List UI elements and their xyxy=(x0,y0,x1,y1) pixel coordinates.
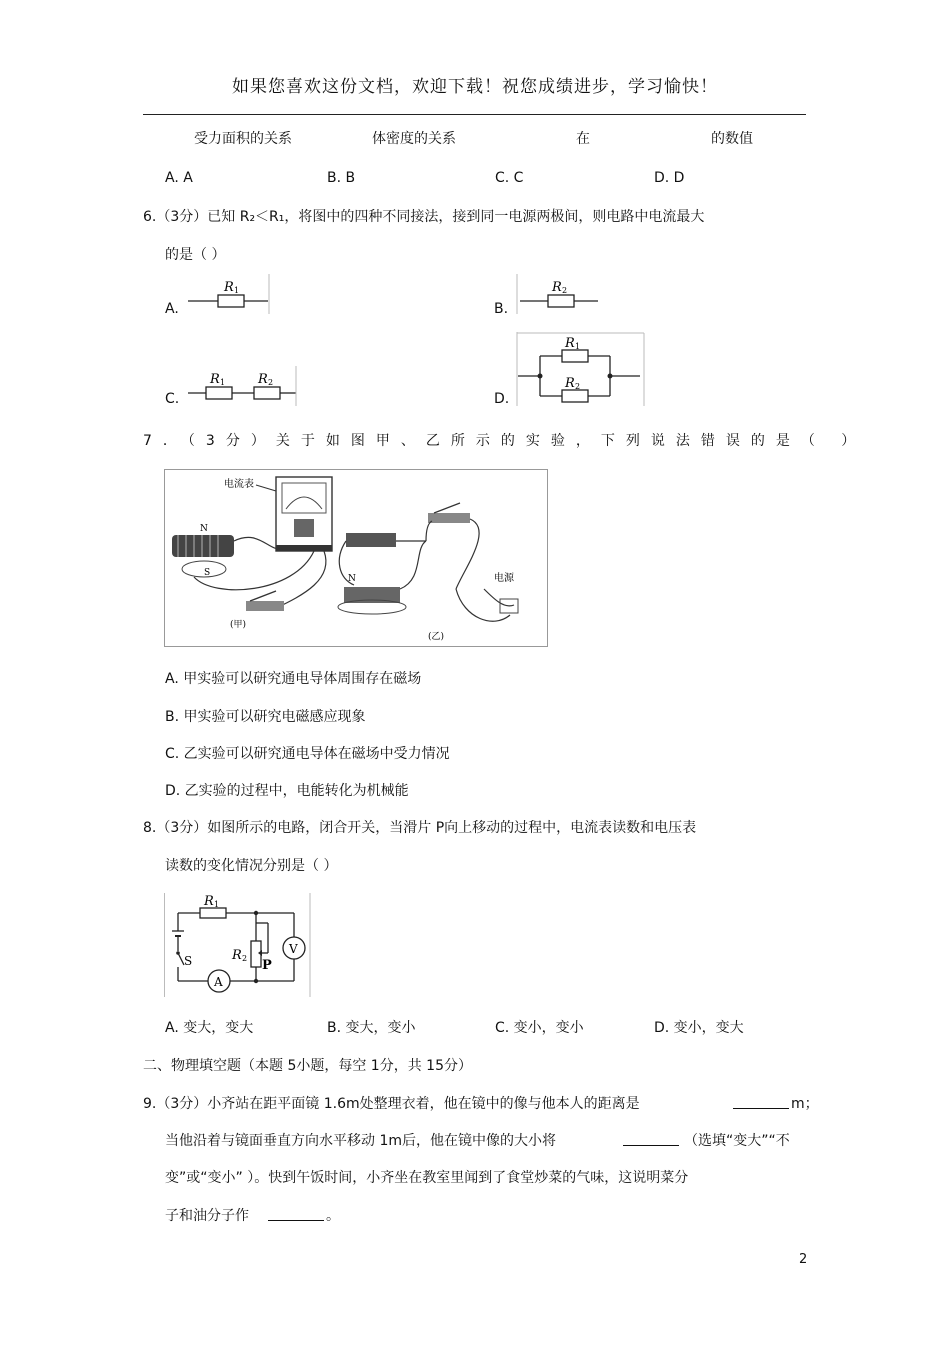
rheostat-r2-label: R xyxy=(232,948,242,963)
figure-caption-jia: (甲) xyxy=(230,620,247,630)
resistor-label: R xyxy=(210,372,220,387)
q8-option-a: A. 变大，变大 xyxy=(165,1020,254,1036)
q9-line2-hint: （选填“变大”“不 xyxy=(684,1133,790,1149)
ammeter-label: 电流表 xyxy=(224,479,254,490)
slider-p-label: P xyxy=(262,958,272,973)
q9-line3-text: 变”或“变小” ）。快到午饭时间，小齐坐在教室里闻到了食堂炒菜的气味，这说明菜分 xyxy=(165,1170,689,1186)
figure-caption-yi: (乙) xyxy=(428,632,445,642)
resistor-subscript: 2 xyxy=(268,378,274,387)
q5-option-a: A. A xyxy=(165,170,193,186)
q6-circuit-b xyxy=(516,274,600,314)
q7-stem: 7．（3分）关于如图甲、乙所示的实验，下列说法错误的是（ ） xyxy=(143,433,867,449)
resistor-r1-label: R xyxy=(204,894,214,909)
table-cell-3: 在 xyxy=(576,131,590,147)
resistor-label: R xyxy=(552,280,562,295)
q8-option-b: B. 变大，变小 xyxy=(327,1020,416,1036)
resistor-subscript: 1 xyxy=(220,378,226,387)
q6-option-d-label: D. xyxy=(494,391,510,407)
q9-line2-text: 当他沿着与镜面垂直方向水平移动 1m后，他在镜中像的大小将 xyxy=(165,1133,556,1149)
table-cell-1: 受力面积的关系 xyxy=(194,131,292,147)
q6-option-c-label: C. xyxy=(165,391,180,407)
q9-line4-end: 。 xyxy=(326,1208,340,1224)
q9-line4-text: 子和油分子作 xyxy=(165,1208,249,1224)
page-header: 如果您喜欢这份文档，欢迎下载！祝您成绩进步，学习愉快！ xyxy=(232,77,718,97)
q7-experiment-figure xyxy=(164,469,548,647)
ammeter-symbol: A xyxy=(214,975,223,989)
voltmeter-symbol: V xyxy=(289,942,298,956)
page-number: 2 xyxy=(799,1252,808,1267)
header-divider xyxy=(143,114,806,115)
rheostat-r2-subscript: 2 xyxy=(242,954,248,963)
q6-stem-line2: 的是（ ） xyxy=(165,247,226,263)
q6-stem-line1: 6.（3分）已知 R₂＜R₁，将图中的四种不同接法，接到同一电源两极间，则电路中电流最大 xyxy=(143,209,705,225)
switch-label: S xyxy=(184,954,193,968)
resistor-subscript: 1 xyxy=(575,342,581,351)
section-title: 二、物理填空题（本题 5小题，每空 1分，共 15分） xyxy=(143,1058,472,1074)
q6-option-b-label: B. xyxy=(494,301,509,317)
q9-line1-text: 9.（3分）小齐站在距平面镜 1.6m处整理衣着，他在镜中的像与他本人的距离是 xyxy=(143,1096,640,1112)
resistor-r1-subscript: 1 xyxy=(214,900,220,909)
q6-circuit-a xyxy=(188,274,272,314)
magnet-pole-n: N xyxy=(348,574,356,584)
q7-option-b: B. 甲实验可以研究电磁感应现象 xyxy=(165,709,366,725)
q9-blank-2[interactable] xyxy=(623,1131,679,1146)
q9-blank-3[interactable] xyxy=(268,1206,324,1221)
resistor-label: R xyxy=(224,280,234,295)
q5-option-c: C. C xyxy=(495,170,524,186)
resistor-label: R xyxy=(258,372,268,387)
magnet-pole-s: S xyxy=(204,568,211,578)
q7-option-a: A. 甲实验可以研究通电导体周围存在磁场 xyxy=(165,671,422,687)
resistor-label: R xyxy=(565,376,575,391)
resistor-subscript: 2 xyxy=(575,382,581,391)
resistor-label: R xyxy=(565,336,575,351)
q9-line1-unit: m； xyxy=(791,1096,819,1112)
magnet-pole-n: N xyxy=(200,524,208,534)
q5-option-b: B. B xyxy=(327,170,356,186)
q6-option-a-label: A. xyxy=(165,301,179,317)
q6-circuit-d xyxy=(516,332,646,406)
q8-stem-line1: 8.（3分）如图所示的电路，闭合开关，当滑片 P向上移动的过程中，电流表读数和电压表 xyxy=(143,820,697,836)
resistor-subscript: 2 xyxy=(562,286,568,295)
resistor-subscript: 1 xyxy=(234,286,240,295)
table-cell-2: 体密度的关系 xyxy=(372,131,456,147)
power-supply-label: 电源 xyxy=(494,573,514,584)
q9-blank-1[interactable] xyxy=(733,1094,789,1109)
q8-stem-line2: 读数的变化情况分别是（ ） xyxy=(165,858,338,874)
q7-option-d: D. 乙实验的过程中，电能转化为机械能 xyxy=(165,783,409,799)
table-cell-4: 的数值 xyxy=(711,131,753,147)
q8-circuit-figure xyxy=(164,893,312,997)
q5-option-d: D. D xyxy=(654,170,685,186)
q6-circuit-c xyxy=(188,366,300,406)
q8-option-d: D. 变小，变大 xyxy=(654,1020,744,1036)
q8-option-c: C. 变小，变小 xyxy=(495,1020,584,1036)
q7-option-c: C. 乙实验可以研究通电导体在磁场中受力情况 xyxy=(165,746,450,762)
